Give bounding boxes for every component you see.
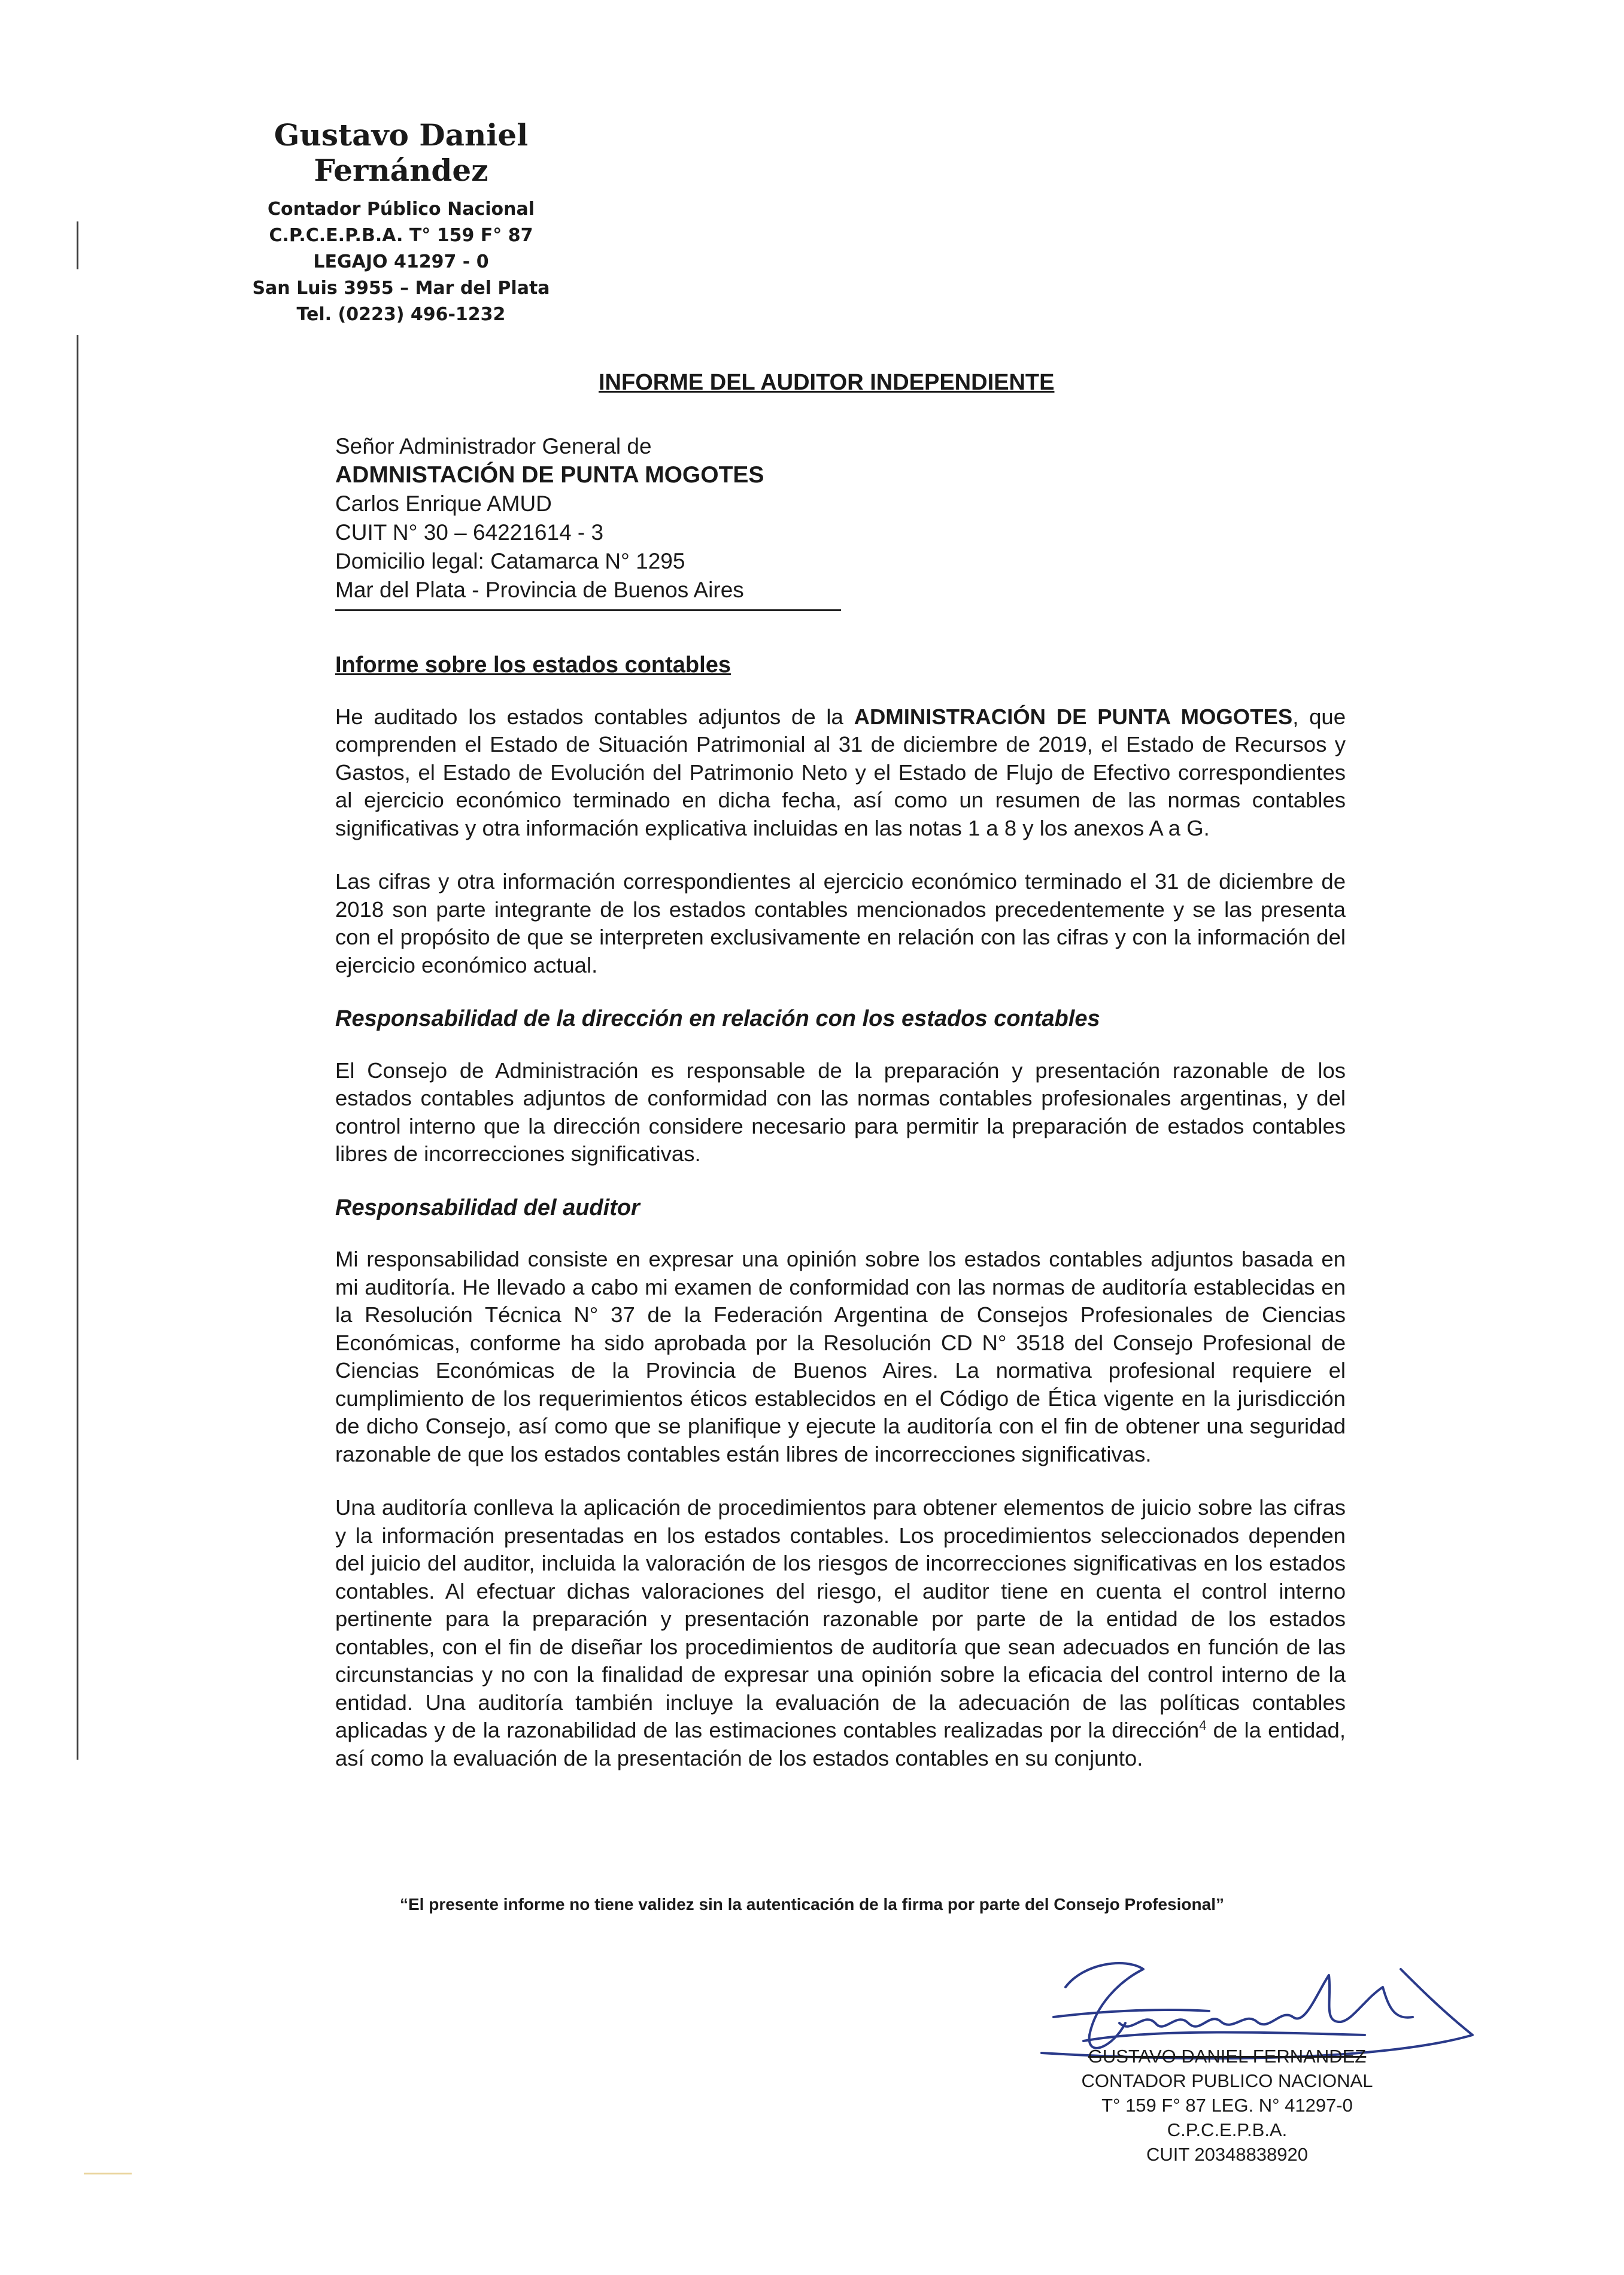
addressee-line1: Señor Administrador General de [335, 434, 652, 458]
addressee-divider [335, 609, 841, 611]
scan-edge-line-bottom [77, 335, 78, 1760]
letterhead-address: San Luis 3955 – Mar del Plata [252, 278, 550, 299]
paragraph-auditado [335, 703, 1346, 843]
letterhead-name: Gustavo Daniel Fernández [274, 117, 529, 188]
addressee-cuit: CUIT N° 30 – 64221614 - 3 [335, 520, 604, 545]
paragraph-cifras: Las cifras y otra información correspondientes al ejercicio económico terminado el 31 de diciembre de 2018 son parte integrante de los estados contables mencionados precedentemente y se las presenta con el propósito de que se interpreten exclusivamente en relación con las cifras y con la información del ejercicio económico actual. [335, 869, 1346, 977]
signer-registration: T° 159 F° 87 LEG. N° 41297-0 [1101, 2095, 1353, 2116]
footnote-marker: 4 [1199, 1717, 1207, 1733]
paragraph-procedimientos [335, 1494, 1346, 1772]
paragraph-responsabilidad: Mi responsabilidad consiste en expresar una opinión sobre los estados contables adjuntos basada en mi auditoría. He llevado a cabo mi examen de conformidad con las normas de auditoría establecidas en la Resolución Técnica N° 37 de la Federación Argentina de Consejos Profesionales de Ciencias Económicas, conforme ha sido aprobada por la Resolución CD N° 3518 del Consejo Profesional de Ciencias Económicas de la Provincia de Buenos Aires. La normativa profesional requiere el cumplimiento de los requerimientos éticos establecidos en el Código de Ética vigente en la jurisdicción de dicho Consejo, así como que se planifique y ejecute la auditoría con el fin de obtener una seguridad razonable de que los estados contables están libres de incorrecciones significativas. [335, 1247, 1346, 1466]
addressee-person: Carlos Enrique AMUD [335, 491, 552, 516]
signer-cuit: CUIT 20348838920 [1146, 2144, 1309, 2165]
letterhead-title: Contador Público Nacional [267, 199, 535, 220]
signer-title: CONTADOR PUBLICO NACIONAL [1081, 2070, 1373, 2091]
paragraph-procedimientos-start: Una auditoría conlleva la aplicación de procedimientos para obtener elementos de juicio sobre las cifras y la información presentadas en los estados contables. Los procedimientos seleccionados dependen del juicio del auditor, incluida la valoración de los riesgos de incorrecciones significativas en los estados contables. Al efectuar dichas valoraciones del riesgo, el auditor tiene en cuenta el control interno pertinente para la preparación y presentación razonable por parte de la entidad de los estados contables, con el fin de diseñar los procedimientos de auditoría que sean adecuados en función de las circunstancias y no con la finalidad de expresar una opinión sobre la eficacia del control interno de la entidad. Una auditoría también incluye la evaluación de la adecuación de las políticas contables aplicadas y de la razonabilidad de las estimaciones contables realizadas por la dirección [335, 1495, 1346, 1742]
signature-block [1048, 2044, 1407, 2167]
letterhead-legajo: LEGAJO 41297 - 0 [313, 251, 489, 272]
addressee-block [335, 432, 764, 605]
addressee-entity: ADMNISTACIÓN DE PUNTA MOGOTES [335, 462, 764, 488]
scan-smudge [84, 2173, 132, 2174]
addressee-city: Mar del Plata - Provincia de Buenos Aires [335, 578, 744, 602]
addressee-domicile: Domicilio legal: Catamarca N° 1295 [335, 549, 685, 573]
letterhead [210, 117, 593, 328]
paragraph-auditado-entity: ADMINISTRACIÓN DE PUNTA MOGOTES [854, 704, 1293, 729]
section-heading-estados: Informe sobre los estados contables [335, 652, 731, 678]
section-heading-auditor: Responsabilidad del auditor [335, 1195, 640, 1220]
report-title: INFORME DEL AUDITOR INDEPENDIENTE [599, 370, 1055, 395]
section-heading-direccion: Responsabilidad de la dirección en relación con los estados contables [335, 1006, 1100, 1031]
paragraph-auditado-start: He auditado los estados contables adjuntos de la [335, 704, 854, 729]
scan-edge-line-top [77, 221, 78, 269]
paragraph-procedimientos-end: de la entidad, así como la evaluación de la presentación de los estados contables en su conjunto. [335, 1718, 1346, 1770]
signer-name: GUSTAVO DANIEL FERNANDEZ [1088, 2046, 1367, 2067]
letterhead-registration: C.P.C.E.P.B.A. T° 159 F° 87 [269, 225, 533, 246]
report-body [335, 651, 1346, 1798]
letterhead-phone: Tel. (0223) 496-1232 [296, 304, 506, 325]
signer-council: C.P.C.E.P.B.A. [1167, 2119, 1288, 2140]
paragraph-auditado-rest: , que comprenden el Estado de Situación Patrimonial al 31 de diciembre de 2019, el Estado de Recursos y Gastos, el Estado de Evolución del Patrimonio Neto y el Estado de Flujo de Efectivo correspondientes al ejercicio económico terminado en dicha fecha, así como un resumen de las normas contables significativas y otra información explicativa incluidas en las notas 1 a 8 y los anexos A a G. [335, 704, 1346, 840]
validity-note: “El presente informe no tiene validez sin la autenticación de la firma por parte del Consejo Profesional” [399, 1895, 1224, 1913]
paragraph-consejo: El Consejo de Administración es responsable de la preparación y presentación razonable de los estados contables adjuntos de conformidad con las normas contables profesionales argentinas, y del control interno que la dirección considere necesario para permitir la preparación de estados contables libres de incorrecciones significativas. [335, 1058, 1346, 1166]
